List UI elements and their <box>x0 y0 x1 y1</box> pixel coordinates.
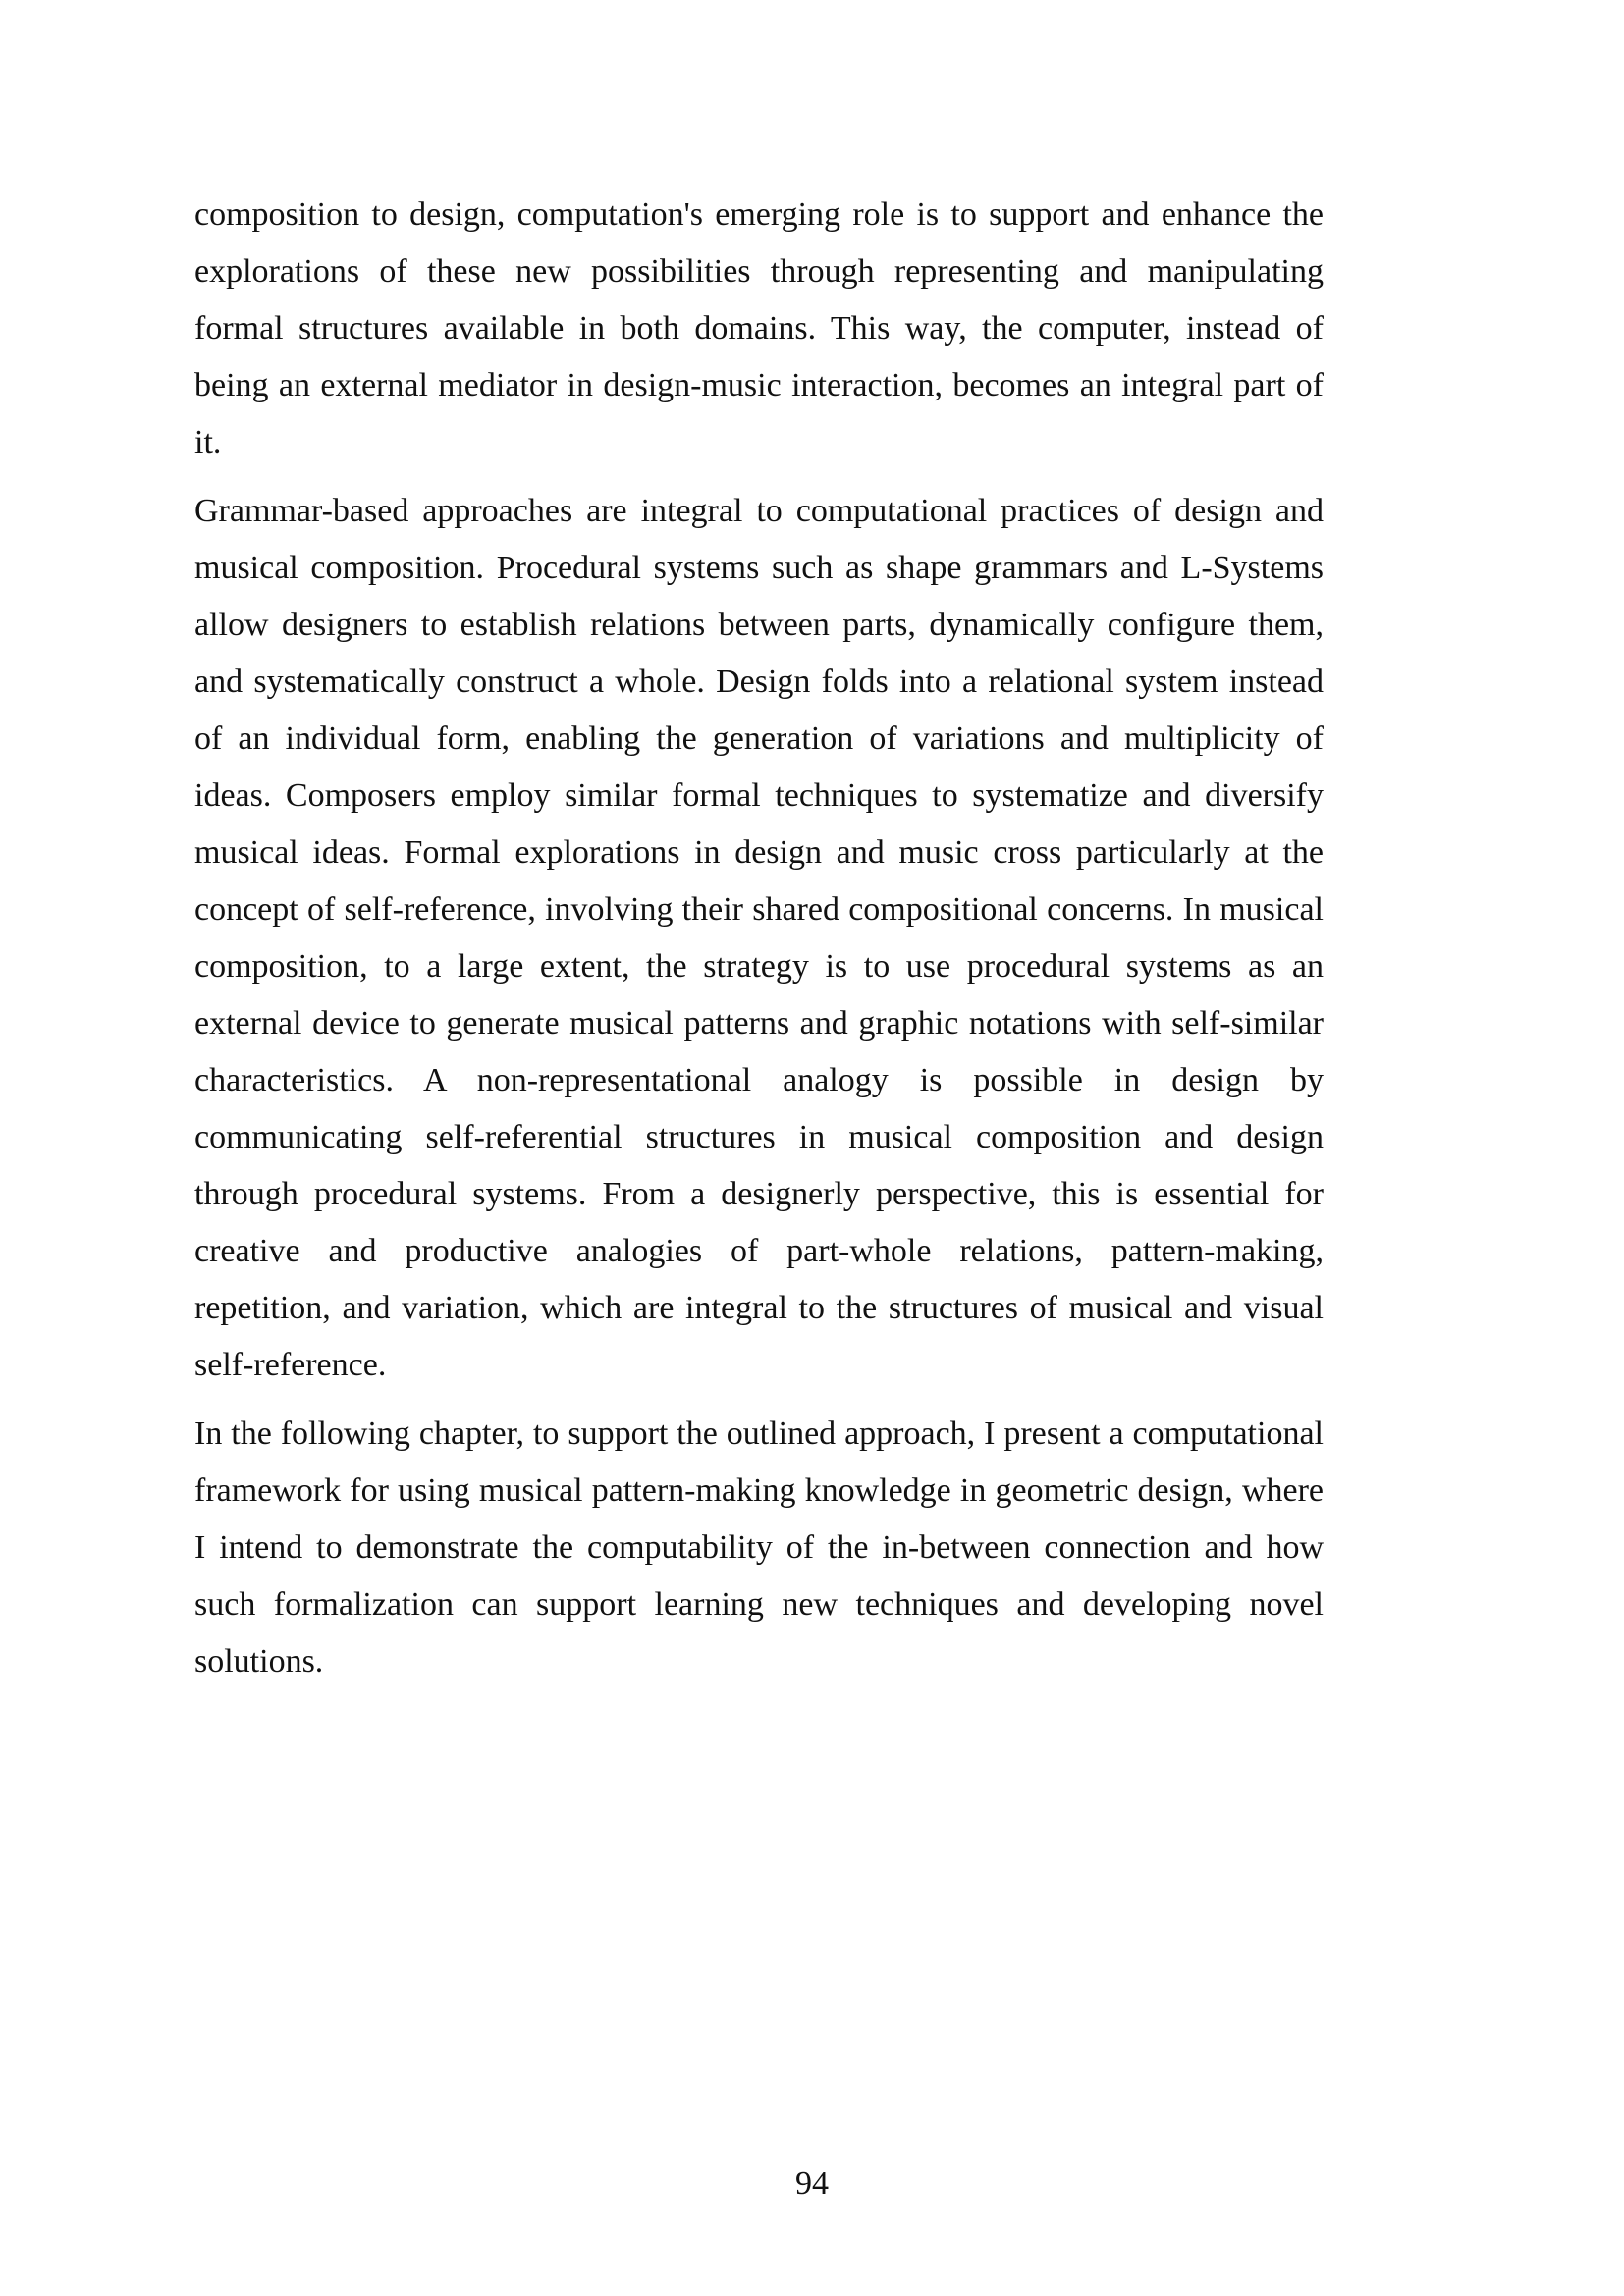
page-number: 94 <box>795 2165 829 2202</box>
paragraph-2: Grammar-based approaches are integral to computational practices of design and musical composition. Procedural systems such as shape grammars and L-Systems allow designers to establish relations between parts, dynamically configure them, and systematically construct a whole. Design folds into a relational system instead of an individual form, enabling the generation of variations and multiplicity of ideas. Composers employ similar formal techniques to systematize and diversify musical ideas. Formal explorations in design and music cross particularly at the concept of self-reference, involving their shared compositional concerns. In musical composition, to a large extent, the strategy is to use procedural systems as an external device to generate musical patterns and graphic notations with self-similar characteristics. A non-representational analogy is possible in design by communicating self-referential structures in musical composition and design through procedural systems. From a designerly perspective, this is essential for creative and productive analogies of part-whole relations, pattern-making, repetition, and variation, which are integral to the structures of musical and visual self-reference. <box>194 493 1324 1383</box>
body-text <box>194 187 1324 1702</box>
paragraph-1: composition to design, computation's emerging role is to support and enhance the explorations of these new possibilities through representing and manipulating formal structures available in both domains. This way, the computer, instead of being an external mediator in design-music interaction, becomes an integral part of it. <box>194 196 1324 460</box>
paragraph-3: In the following chapter, to support the outlined approach, I present a computational framework for using musical pattern-making knowledge in geometric design, where I intend to demonstrate the computability of the in-between connection and how such formalization can support learning new techniques and developing novel solutions. <box>194 1415 1324 1680</box>
